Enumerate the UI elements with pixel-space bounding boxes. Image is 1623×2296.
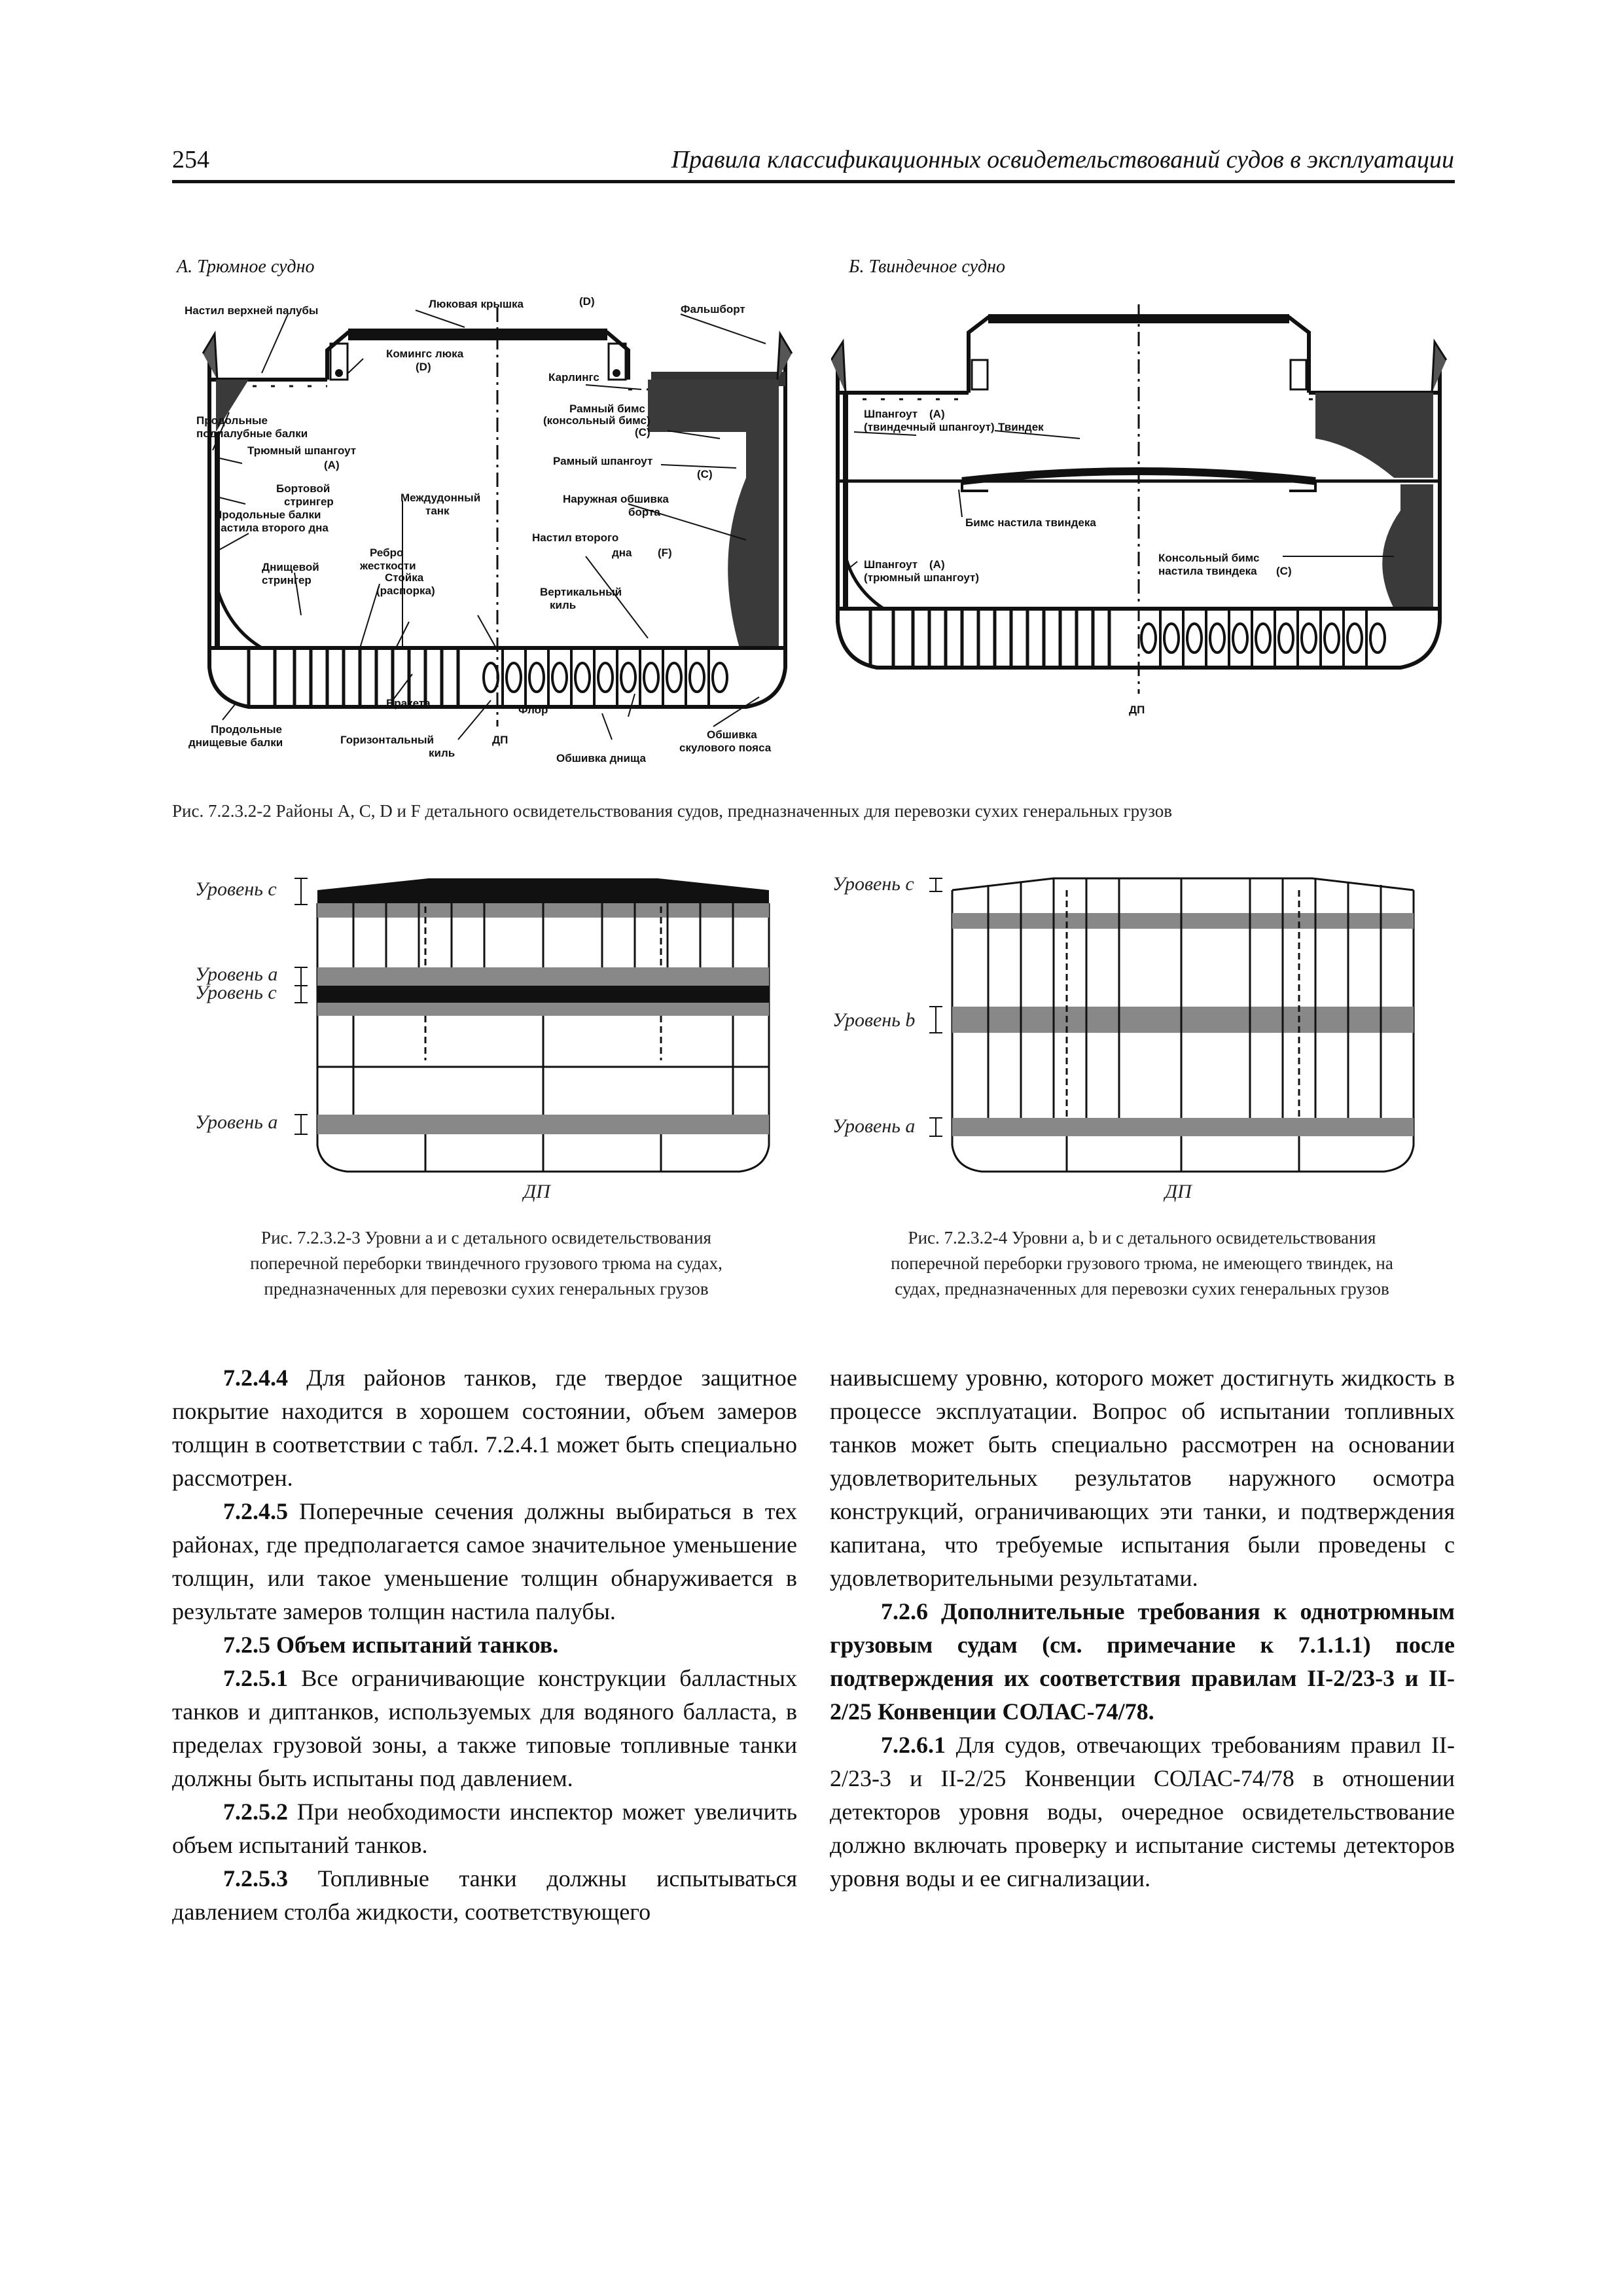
label-side-stringer-2: стрингер: [284, 495, 334, 508]
label-shell-1: Наружная обшивка: [563, 493, 669, 505]
paragraph-7-2-5-3-continued: наивысшему уровню, которого может достигнуть жидкость в процессе эксплуатации. Вопрос об испытании топливных танков может быть специально рассмотрен на основании удовлетворительных результатов наружного осмотра конструкций, ограничивающих эти танки, и подтверждения капитана, что требуемые испытания были проведены с удовлетворительными результатами.: [830, 1365, 1455, 1591]
label-cons-beam-1: Консольный бимс: [1158, 552, 1260, 564]
label-bilge-2: скулового пояса: [679, 742, 772, 754]
label-frame-tween-a: (A): [929, 408, 945, 420]
page-number: 254: [172, 146, 209, 173]
label-upper-deck: Настил верхней палубы: [185, 304, 319, 317]
label-hold-frame: Трюмный шпангоут: [247, 444, 357, 457]
panel-a-title: А. Трюмное судно: [177, 257, 315, 277]
fig4-dp: ДП: [1165, 1181, 1192, 1202]
label-frame-hold-1: Шпангоут: [864, 558, 918, 571]
bulkhead-levels-no-tweendeck-diagram: [831, 864, 1459, 1204]
fig4-level-a-low: Уровень a: [832, 1115, 916, 1137]
label-long-deck-beams-1: Продольные: [196, 414, 268, 427]
panel-b-title: Б. Твиндечное судно: [849, 257, 1005, 277]
bulkhead-levels-tweendeck-diagram: [177, 864, 779, 1204]
figure-2-caption: Рис. 7.2.3.2-2 Районы A, C, D и F детального освидетельствования судов, предназначенных для перевозки сухих генеральных грузов: [172, 801, 1173, 821]
header-rule: [172, 180, 1455, 183]
fig3-level-a-mid: Уровень a: [195, 963, 278, 985]
label-dp-a: ДП: [492, 734, 508, 746]
fig4-level-b-mid: Уровень b: [832, 1009, 916, 1031]
label-frame-hold-a: (A): [929, 558, 945, 571]
label-bottom-stringer-2: стрингер: [262, 574, 312, 586]
figure-4-caption: Рис. 7.2.3.2-4 Уровни a, b и c детального освидетельствования поперечной переборки грузового трюма, не имеющего твиндек, на судах, предназначенных для перевозки сухих генеральных грузов: [891, 1228, 1393, 1299]
label-hold-frame-a: (A): [324, 459, 340, 471]
label-inner-bottom-1: Настил второго: [532, 531, 619, 544]
section-heading-7-2-6: 7.2.6 Дополнительные требования к однотрюмным грузовым судам (см. примечание к 7.1.1.1) после подтверждения их соответствия правилам II-2/23-3 и II-2/25 Конвенции СОЛАС-74/78.: [830, 1598, 1455, 1725]
label-bilge-1: Обшивка: [707, 728, 757, 741]
label-bulwark: Фальшборт: [681, 303, 745, 315]
label-web-frame: Рамный шпангоут: [553, 455, 653, 467]
label-long-beams-2nd-1: Продольные балки: [214, 509, 321, 521]
label-girder: Карлингс: [548, 371, 599, 384]
fig3-level-c-top: Уровень c: [195, 878, 277, 900]
paragraph-7-2-5-3: 7.2.5.3 Топливные танки должны испытываться давлением столба жидкости, соответствующего: [172, 1865, 797, 1925]
label-hatch-cover-d: (D): [579, 295, 595, 308]
label-horiz-keel-2: киль: [429, 747, 455, 759]
bulk-ship-section-diagram: [177, 281, 818, 779]
label-double-side-1: Междудонный: [401, 492, 481, 504]
label-bracket: Бракета: [386, 697, 431, 709]
label-frame-hold-2: (трюмный шпангоут): [864, 571, 980, 584]
tweendeck-ship-section-diagram: [831, 281, 1459, 726]
label-side-stringer-1: Бортовой: [276, 482, 330, 495]
label-double-side-2: танк: [425, 505, 450, 517]
label-hatch-cover: Люковая крышка: [429, 298, 524, 310]
label-stanchion-1: Стойка: [385, 571, 424, 584]
figure-3-caption: Рис. 7.2.3.2-3 Уровни a и c детального освидетельствования поперечной переборки твиндечного грузового трюма на судах, предназначенных для перевозки сухих генеральных грузов: [250, 1228, 722, 1299]
label-tweendeck: Твиндек: [998, 421, 1044, 433]
label-frame-tween-1: Шпангоут: [864, 408, 918, 420]
paragraph-7-2-5-2: 7.2.5.2 При необходимости инспектор может увеличить объем испытаний танков.: [172, 1799, 797, 1858]
label-frame-tween-2: (твиндечный шпангоут): [864, 421, 995, 433]
paragraph-7-2-4-4: 7.2.4.4 Для районов танков, где твердое защитное покрытие находится в хорошем состоянии, объем замеров толщин в соответствии с табл. 7.2.4.1 может быть специально рассмотрен.: [172, 1365, 797, 1491]
label-inner-bottom-2: дна: [612, 547, 632, 559]
fig4-level-c-top: Уровень c: [832, 873, 914, 895]
label-floor: Флор: [518, 704, 548, 716]
label-web-beam-1: Рамный бимс: [569, 403, 645, 415]
label-web-beam-2: (консольный бимс): [543, 414, 651, 427]
label-bottom-shell: Обшивка днища: [556, 752, 646, 764]
label-web-beam-c: (C): [635, 426, 651, 439]
section-heading-7-2-5: 7.2.5 Объем испытаний танков.: [223, 1632, 559, 1658]
label-cons-beam-c: (C): [1276, 565, 1292, 577]
label-bottom-stringer-1: Днищевой: [262, 561, 319, 573]
label-horiz-keel-1: Горизонтальный: [340, 734, 434, 746]
fig3-level-c-mid: Уровень c: [195, 982, 277, 1003]
running-title: Правила классификационных освидетельствований судов в эксплуатации: [671, 146, 1454, 173]
fig3-dp: ДП: [524, 1181, 550, 1202]
label-stiffener-1: Ребро: [370, 547, 404, 559]
label-long-bottom-2: днищевые балки: [188, 736, 283, 749]
text-column-left: [172, 1361, 797, 1929]
paragraph-7-2-4-5: 7.2.4.5 Поперечные сечения должны выбираться в тех районах, где предполагается самое значительное уменьшение толщин, или такое уменьшение толщин обнаруживается в результате замеров толщин настила палубы.: [172, 1498, 797, 1624]
label-vertical-keel-1: Вертикальный: [540, 586, 622, 598]
fig3-level-a-low: Уровень a: [195, 1111, 278, 1133]
label-inner-bottom-f: (F): [658, 547, 672, 559]
label-long-deck-beams-2: подпалубные балки: [196, 427, 308, 440]
label-long-beams-2nd-2: настила второго дна: [214, 522, 329, 534]
paragraph-7-2-6-1: 7.2.6.1 Для судов, отвечающих требованиям правил II-2/23-3 и II-2/25 Конвенции СОЛАС-74/78 в отношении детекторов уровня воды, очередное освидетельствование должно включать проверку и испытание системы детекторов уровня воды и ее сигнализации.: [830, 1732, 1455, 1892]
label-stiffener-2: жесткости: [360, 560, 416, 572]
label-shell-2: борта: [628, 506, 660, 518]
label-coaming-d: (D): [416, 361, 431, 373]
label-stanchion-2: (распорка): [376, 584, 435, 597]
label-web-frame-c: (C): [697, 468, 713, 480]
label-vertical-keel-2: киль: [550, 599, 577, 611]
label-coaming: Комингс люка: [386, 348, 464, 360]
label-tween-beam: Бимс настила твиндека: [965, 516, 1096, 529]
label-long-bottom-1: Продольные: [211, 723, 283, 736]
paragraph-7-2-5-1: 7.2.5.1 Все ограничивающие конструкции балластных танков и диптанков, используемых для водяного балласта, в пределах грузовой зоны, а также типовые топливные танки должны быть испытаны под давлением.: [172, 1665, 797, 1791]
label-dp-b: ДП: [1129, 704, 1145, 716]
label-cons-beam-2: настила твиндека: [1158, 565, 1257, 577]
text-column-right: [830, 1361, 1455, 1895]
